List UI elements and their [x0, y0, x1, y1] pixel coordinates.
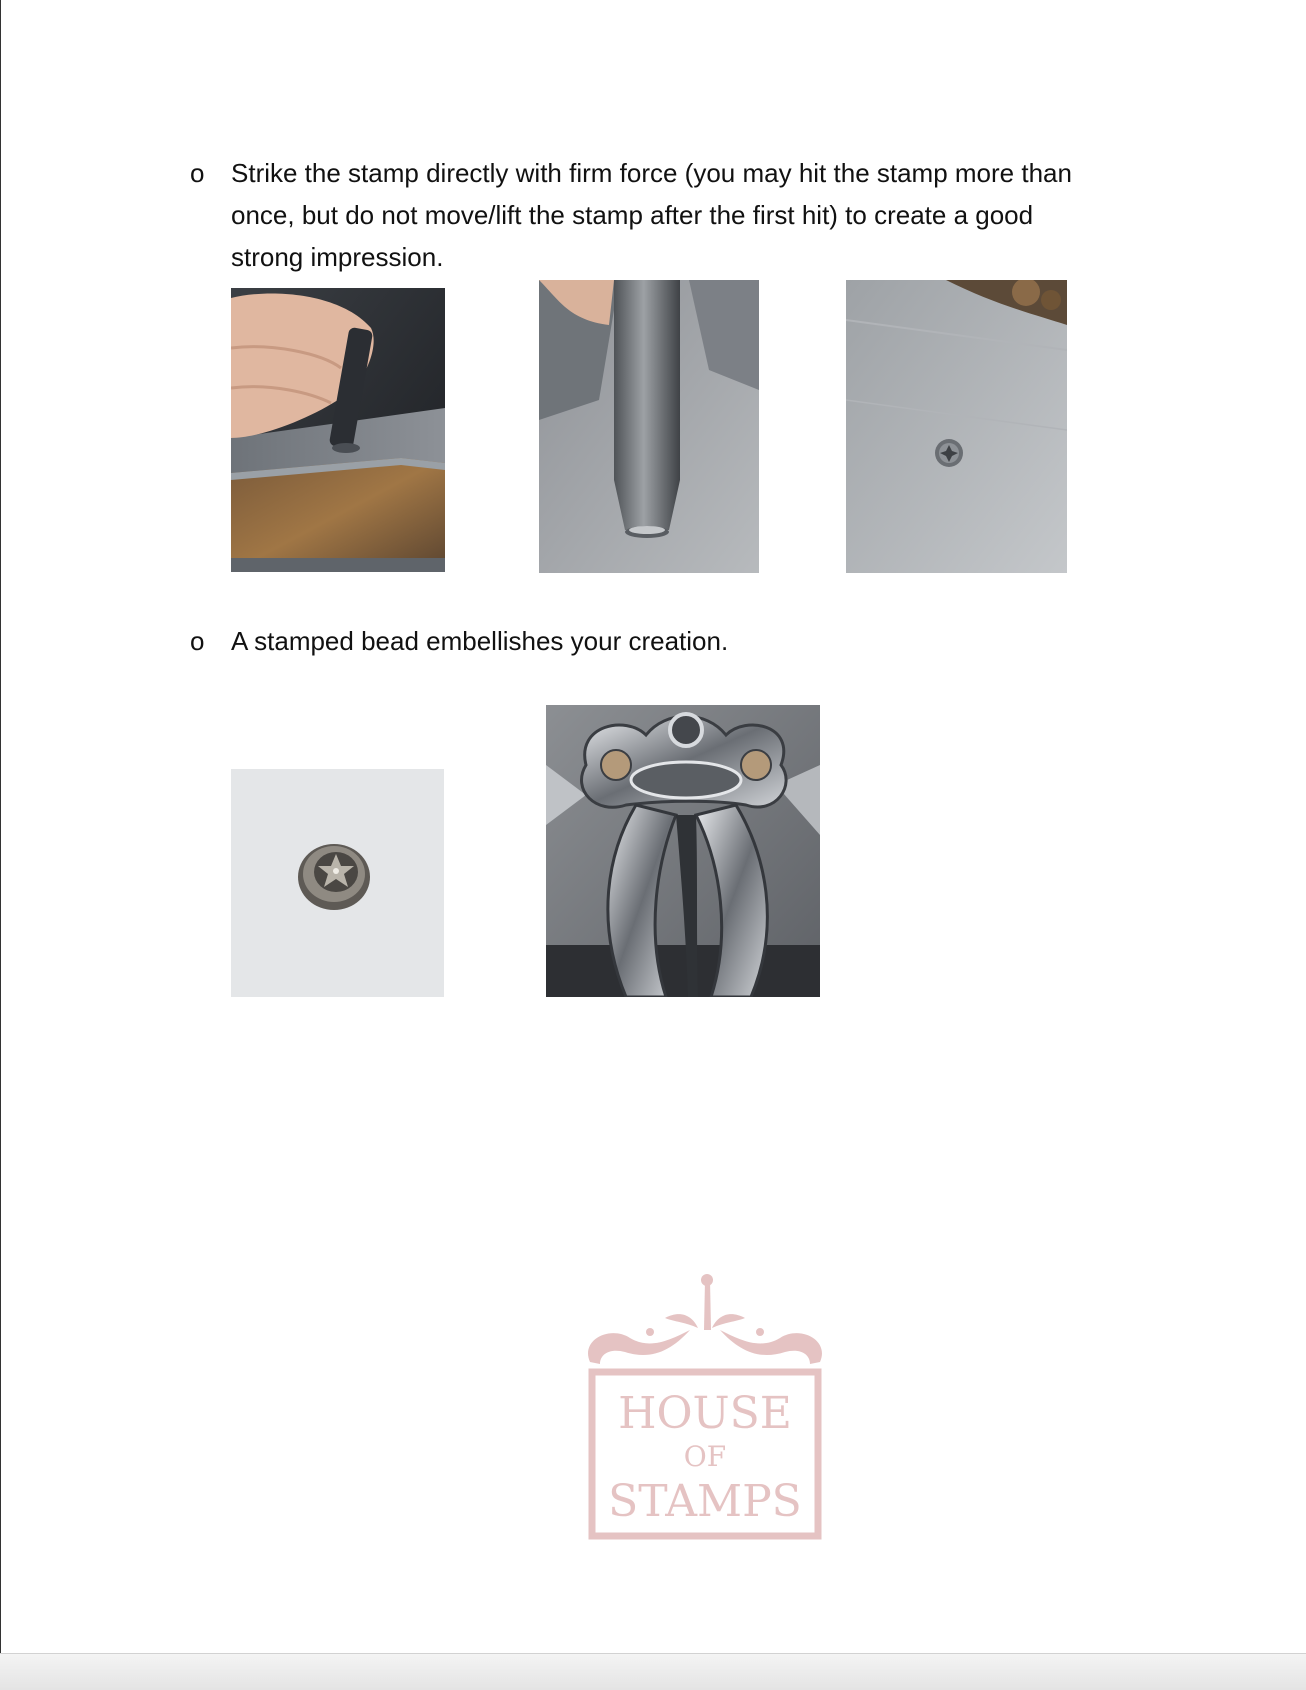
bullet-marker-1: o	[190, 158, 205, 188]
instruction-bead-line-1: A stamped bead embellishes your creation.	[231, 626, 729, 656]
logo-text-of: OF	[683, 1440, 727, 1473]
photo-ornate-creation	[546, 705, 820, 997]
logo-text-house: HOUSE	[618, 1388, 792, 1439]
photo-stamped-bead	[231, 769, 444, 997]
bullet-marker-2: o	[190, 626, 205, 656]
house-of-stamps-logo	[570, 1270, 840, 1545]
logo-text-stamps: STAMPS	[608, 1476, 802, 1527]
photo-hand-holding-stamp	[231, 288, 445, 572]
instruction-strike-text	[231, 152, 1161, 278]
instruction-bead-text	[231, 620, 1161, 662]
page-left-edge	[0, 0, 1, 1690]
instruction-strike-line-1: Strike the stamp directly with firm force (you may hit the stamp more than	[231, 158, 1072, 188]
instruction-strike-line-2: once, but do not move/lift the stamp after the first hit) to create a good	[231, 200, 1034, 230]
photo-stamp-on-metal	[539, 280, 759, 573]
viewer-bottom-bar	[0, 1653, 1306, 1690]
instruction-strike-line-3: strong impression.	[231, 242, 444, 272]
photo-star-impression	[846, 280, 1067, 573]
